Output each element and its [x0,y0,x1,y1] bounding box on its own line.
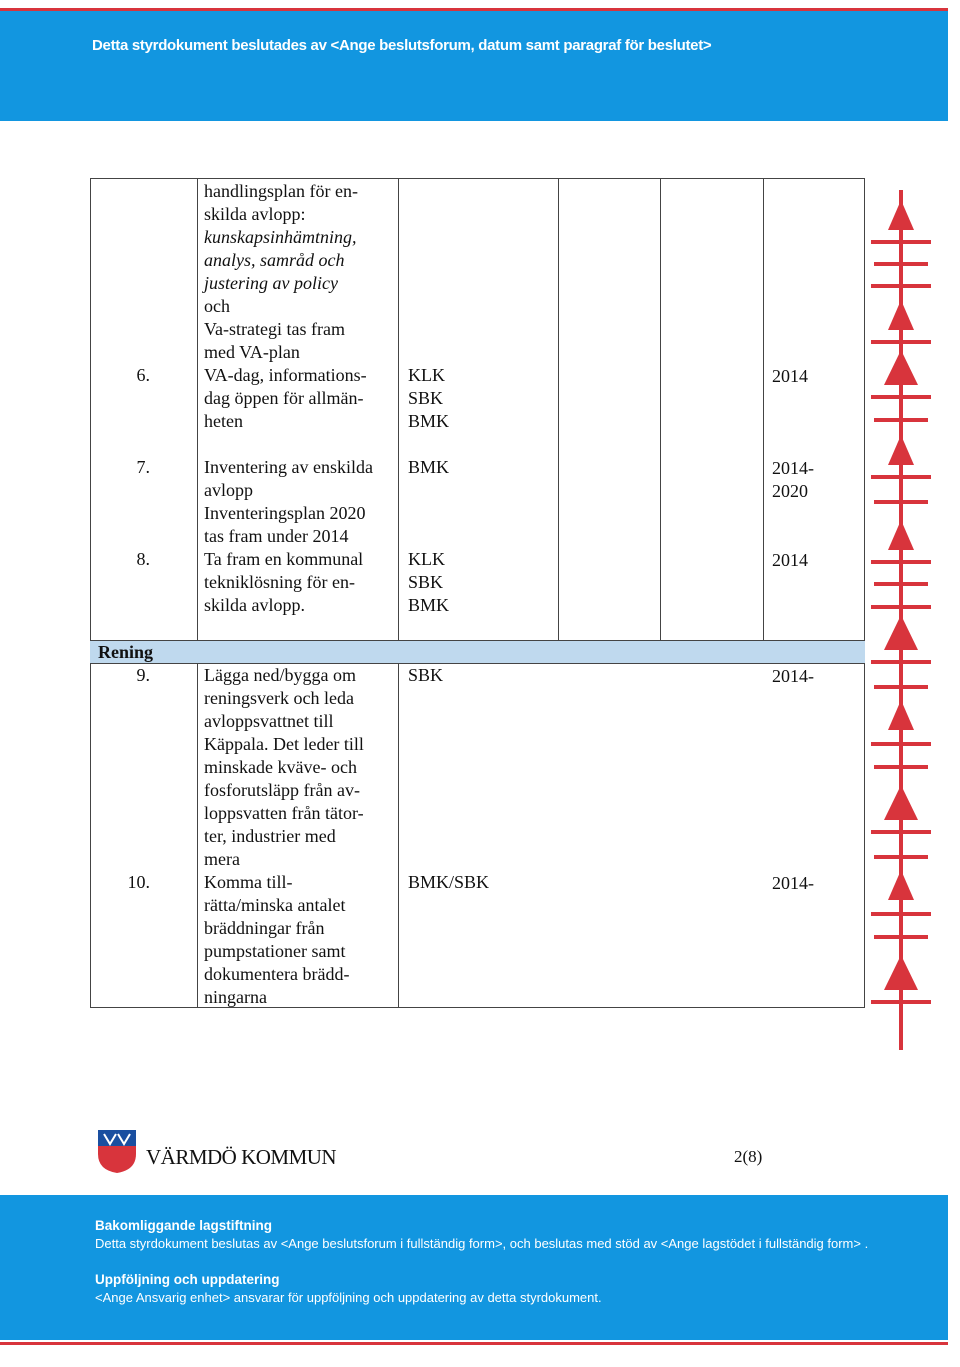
row-year: 2014 [772,366,808,386]
section-heading-rening: Rening [90,640,865,664]
municipality-crest-icon [96,1128,138,1174]
row-number: 7. [136,457,150,477]
document-header-bar [0,8,948,121]
tree-pattern-decoration [866,190,936,1050]
row-year: 2014 [772,550,808,570]
footer-followup-text: <Ange Ansvarig enhet> ansvarar för uppföljning och uppdatering av detta styrdokument. [95,1290,602,1305]
row-description: Inventering av enskilda avlopp Inventeringsplan 2020 tas fram under 2014 [204,457,373,546]
table-divider [763,178,764,640]
table-divider [197,178,198,1008]
table-divider [660,178,661,640]
row-number: 6. [136,365,150,385]
row-responsible: SBK [408,665,444,685]
footer-heading-legislation: Bakomliggande lagstiftning [95,1218,273,1233]
document-footer-bar [0,1195,948,1340]
footer-accent-line [0,1342,948,1345]
row-description: Ta fram en kommunal tekniklösning för en- skilda avlopp. [204,549,364,615]
header-decision-text: Detta styrdokument beslutades av <Ange beslutsforum, datum samt paragraf för beslutet> [92,37,712,54]
table-divider [558,178,559,640]
row-number: 8. [136,549,150,569]
action-table [90,178,865,1008]
row-number: 9. [136,665,150,685]
row-description: Komma till- rätta/minska antalet bräddningar från pumpstationer samt dokumentera brädd- ningarna [204,872,350,1007]
row-year: 2014- [772,873,814,893]
table-divider [398,178,399,1008]
row-responsible: BMK/SBK [408,872,490,892]
footer-heading-followup: Uppföljning och uppdatering [95,1272,280,1287]
table-border-right [864,178,865,1008]
table-border-top [90,178,865,179]
municipality-name: VÄRMDÖ KOMMUN [146,1145,337,1169]
row-description: VA-dag, informations- dag öppen för allmän- heten [204,365,367,431]
row-year: 2014- 2020 [772,458,814,501]
row-year: 2014- [772,666,814,686]
footer-legislation-text: Detta styrdokument beslutas av <Ange beslutsforum i fullständig form>, och beslutas med stöd av <Ange lagstödet i fullständig form> . [95,1236,869,1251]
table-row: handlingsplan för en- skilda avlopp: kunskapsinhämtning, analys, samråd och justering av policy och Va-strategi tas fram med VA-plan [204,181,358,362]
row-description: Lägga ned/bygga om reningsverk och leda avloppsvattnet till Käppala. Det leder till minskade kväve- och fosforutsläpp från av- loppsvatten från tätor- ter, industrier med mera [204,665,364,869]
page-number: 2(8) [734,1147,763,1166]
row-responsible: KLK SBK BMK [408,549,450,615]
row-responsible: BMK [408,457,450,477]
row-responsible: KLK SBK BMK [408,365,450,431]
row-number: 10. [127,872,150,892]
